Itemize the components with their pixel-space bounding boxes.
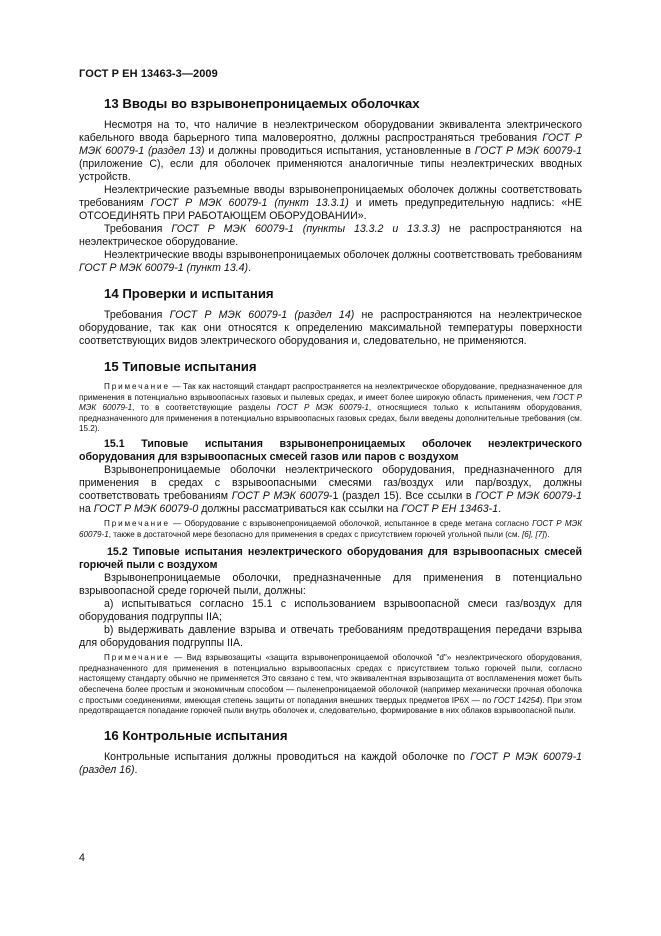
section-13-paragraph-2: Неэлектрические разъемные вводы взрывонепроницаемых оболочек должны соответствовать требованиям ГОСТ Р МЭК 60079-1 (пункт 13.3.1) и иметь предупредительную надпись: «НЕ ОТСОЕДИНЯТЬ ПРИ РАБОТАЮЩЕМ ОБОРУДОВАНИИ». (79, 184, 583, 222)
page-number: 4 (79, 852, 85, 864)
section-13-paragraph-4: Неэлектрические вводы взрывонепроницаемых оболочек должны соответствовать требованиям ГОСТ Р МЭК 60079-1 (пункт 13.4). (79, 249, 582, 274)
section-13-title: 13 Вводы во взрывонепроницаемых оболочках (104, 96, 420, 111)
section-16 (79, 728, 582, 777)
subsection-15-2-note: Примечание — Вид взрывозащиты «защита взрывонепроницаемой оболочкой "d"» неэлектрического оборудования, предназначенного для применения в потенциально взрывоопасных средах с присутствием только горючей пыли, согласно настоящему стандарту обычно не применяется Это связано с тем, что эквивалентная взрывозащита от воспламенения может быть обеспечена более простым и экономичным способом — пыленепроницаемой оболочкой (например механически прочная оболочка с простыми соединениями, имеющая степень защиты от попадания внешних твердых предметов IP6X — по ГОСТ 14254). При этом предотвращается попадание горючей пыли внутрь оболочек и, следовательно, формирование в них облаков взрывоопасной пыли. (79, 653, 582, 716)
section-14-title: 14 Проверки и испытания (104, 286, 274, 301)
section-15-title: 15 Типовые испытания (104, 359, 257, 374)
subsection-15-1-title: 15.1 Типовые испытания взрывонепроницаемых оболочек неэлектрического оборудования для взрывоопасных смесей газов или паров с воздухом (79, 437, 582, 463)
section-14-paragraph-1: Требования ГОСТ Р МЭК 60079-1 (раздел 14) не распространяются на неэлектрическое оборудование, так как они относятся к определению максимальной температуры поверхности соответствующих видов электрического оборудования и, следовательно, не применяются. (79, 309, 582, 347)
section-16-paragraph-1: Контрольные испытания должны проводиться на каждой оболочке по ГОСТ Р МЭК 60079-1 (раздел 16). (79, 750, 582, 776)
subsection-15-2-item-a: а) испытываться согласно 15.1 с использованием взрывоопасной смеси газ/воздух для оборудования подгруппы IIA; (79, 598, 582, 624)
section-13 (79, 96, 582, 275)
subsection-15-2-item-b: b) выдерживать давление взрыва и отвечать требованиям предотвращения передачи взрыва для оборудования подгруппы IIA. (79, 624, 582, 650)
page-content (79, 96, 582, 788)
section-16-title: 16 Контрольные испытания (104, 727, 288, 743)
subsection-15-2-paragraph: Взрывонепроницаемые оболочки, предназначенные для применения в потенциально взрывоопасной среде горючей пыли, должны: (79, 572, 582, 598)
document-header: ГОСТ Р ЕН 13463-3—2009 (79, 68, 218, 80)
subsection-15-1-paragraph: Взрывонепроницаемые оболочки неэлектрического оборудования, предназначенного для применения в средах с взрывоопасными смесями газ/воздух или пар/воздух, должны соответствовать требованиям ГОСТ Р МЭК 60079-1 (раздел 15). Все ссылки в ГОСТ Р МЭК 60079-1 на ГОСТ Р МЭК 60079-0 должны рассматриваться как ссылки на ГОСТ Р ЕН 13463-1. (79, 463, 582, 515)
subsection-15-2-title: 15.2 Типовые испытания неэлектрического оборудования для взрывоопасных смесей горючей пыли с воздухом (79, 546, 582, 572)
section-15 (79, 359, 582, 717)
section-15-note: Примечание — Так как настоящий стандарт распространяется на неэлектрическое оборудование, предназначенное для применения в потенциально взрывоопасных газовых и пылевых средах, и имеет более широкую область применения, чем ГОСТ Р МЭК 60079-1, то в соответствующие разделы ГОСТ Р МЭК 60079-1, относящиеся только к испытаниям оборудования, предназначенного для применения в потенциально взрывоопасных газовых средах, были введены дополнительные требования (см. 15.2). (79, 382, 582, 434)
section-13-paragraph-1: Несмотря на то, что наличие в неэлектрическом оборудовании эквивалента электрического кабельного ввода барьерного типа маловероятно, должны распространяться требования ГОСТ Р МЭК 60079-1 (раздел 13) и должны проводиться испытания, установленные в ГОСТ Р МЭК 60079-1 (приложение С), если для оболочек применяются аналогичные типы неэлектрических вводных устройств. (79, 119, 582, 183)
section-14 (79, 286, 582, 348)
subsection-15-1-note: Примечание — Оборудование с взрывонепроницаемой оболочкой, испытанное в среде метана согласно ГОСТ Р МЭК 60079-1, также в достаточной мере безопасно для применения в средах с присутствием горючей угольной пыли (см. [6], [7]). (79, 518, 582, 539)
section-13-paragraph-3: Требования ГОСТ Р МЭК 60079-1 (пункты 13.3.2 и 13.3.3) не распространяются на неэлектрическое оборудование. (79, 223, 582, 248)
